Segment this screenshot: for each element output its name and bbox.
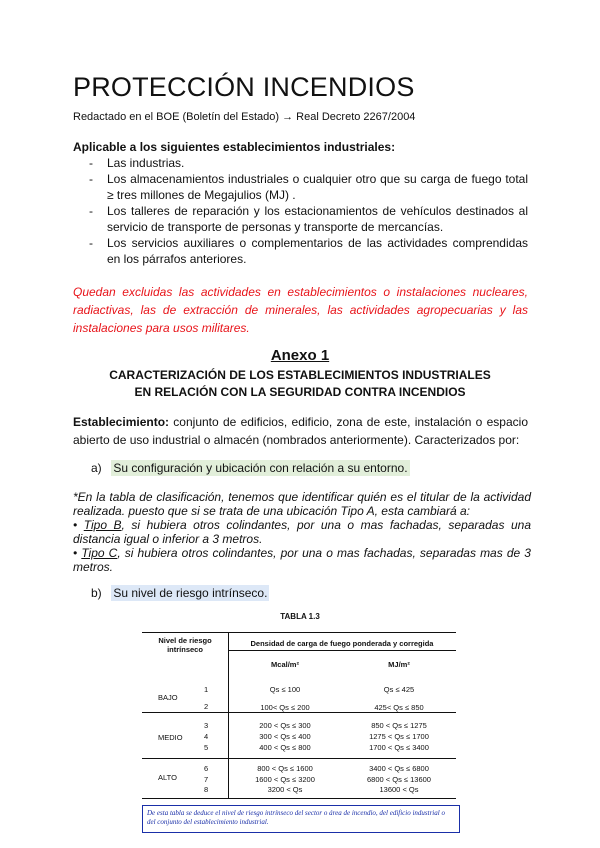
list-item: - Las industrias. — [73, 155, 528, 171]
note-intro: *En la tabla de clasificación, tenemos que identificar quién es el titular de la actividad realizada. puesto que si se trata de una ubicación Tipo A, esta cambiará a: — [73, 490, 531, 518]
row-mcal: 400 < Qs ≤ 800 — [259, 743, 311, 752]
row-mj: 1700 < Qs ≤ 3400 — [369, 743, 429, 752]
establishment-definition — [73, 413, 528, 449]
page-title: PROTECCIÓN INCENDIOS — [73, 72, 415, 102]
row-mj: 3400 < Qs ≤ 6800 — [369, 764, 429, 773]
level-medio: MEDIO — [158, 733, 183, 742]
table-border-top — [142, 632, 456, 633]
annex-subtitle: CARACTERIZACIÓN DE LOS ESTABLECIMIENTOS INDUSTRIALES EN RELACIÓN CON LA SEGURIDAD CONTRA INCENDIOS — [109, 368, 491, 399]
row-number: 8 — [204, 785, 209, 794]
table-header-divider — [228, 650, 456, 651]
row-number: 6 — [204, 764, 209, 773]
row-mcal: 800 < Qs ≤ 1600 — [257, 764, 313, 773]
item-a-text: Su configuración y ubicación con relación a su entorno. — [113, 461, 408, 475]
annex-title: Anexo 1 — [270, 347, 330, 364]
item-b — [91, 586, 269, 600]
header-risk-level-2: intrínseco — [167, 645, 203, 654]
table-col-divider — [228, 632, 229, 798]
table-caption: TABLA 1.3 — [280, 612, 320, 621]
row-number: 7 — [204, 775, 209, 784]
item-b-marker: b) — [91, 586, 102, 600]
note-tipo-b-text: , si hubiera otros colindantes, por una o mas fachadas, separadas una distancia igual o inferior a 3 metros. — [73, 518, 531, 546]
note-bullet: • — [73, 546, 82, 560]
row-mj: 1275 < Qs ≤ 1700 — [369, 732, 429, 741]
row-mcal: 200 < Qs ≤ 300 — [259, 721, 311, 730]
header-mj: MJ/m² — [388, 660, 410, 669]
note-bullet: • — [73, 518, 84, 532]
establishment-text: conjunto de edificios, edificio, zona de este, instalación o espacio abierto de uso industrial o almacén (nombrados anteriormente). Caracterizados por: — [73, 415, 528, 447]
note-tipo-c-text: , si hubiera otros colindantes, por una o mas fachadas, separadas mas de 3 metros. — [73, 546, 531, 574]
header-risk-level: Nivel de riesgo — [158, 636, 212, 645]
row-mcal: 3200 < Qs — [267, 785, 303, 794]
row-mj: 6800 < Qs ≤ 13600 — [367, 775, 431, 784]
row-mcal: 300 < Qs ≤ 400 — [259, 732, 311, 741]
risk-level-table — [140, 630, 458, 800]
item-a-marker: a) — [91, 461, 102, 475]
note-tipo-c: Tipo C — [81, 546, 118, 560]
row-number: 3 — [204, 721, 209, 730]
header-mcal: Mcal/m² — [271, 660, 299, 669]
row-number: 4 — [204, 732, 209, 741]
level-alto: ALTO — [158, 773, 177, 782]
row-mj: 13600 < Qs — [379, 785, 419, 794]
applicable-heading: Aplicable a los siguientes establecimientos industriales: — [73, 140, 396, 154]
row-mj: 850 < Qs ≤ 1275 — [371, 721, 427, 730]
row-mj: Qs ≤ 425 — [383, 685, 415, 694]
row-mj: 425< Qs ≤ 850 — [374, 703, 424, 712]
excluded-activities-note: Quedan excluidas las actividades en establecimientos o instalaciones nucleares, radiactivas, las de extracción de minerales, las actividades agropecuarias y las instalaciones para usos militares. — [73, 285, 528, 335]
row-mcal: 100< Qs ≤ 200 — [260, 703, 310, 712]
item-a — [91, 461, 410, 475]
list-item: - Los talleres de reparación y los estacionamientos de vehículos destinados al servicio de transporte de personas y transporte de mercancías. — [73, 203, 528, 235]
applicable-list — [73, 155, 528, 267]
row-number: 2 — [204, 702, 209, 711]
level-bajo: BAJO — [158, 693, 178, 702]
row-mcal: Qs ≤ 100 — [269, 685, 301, 694]
note-tipo-b: Tipo B — [83, 518, 122, 532]
table-row-divider — [142, 712, 456, 713]
list-item: - Los almacenamientos industriales o cualquier otro que su carga de fuego total ≥ tres millones de Megajulios (MJ) . — [73, 171, 528, 203]
row-number: 1 — [204, 685, 209, 694]
item-b-text: Su nivel de riesgo intrínseco. — [113, 586, 268, 600]
table-row-divider — [142, 758, 456, 759]
classification-note — [73, 490, 531, 574]
page-subtitle: Redactado en el BOE (Boletín del Estado) → Real Decreto 2267/2004 — [73, 111, 416, 123]
row-number: 5 — [204, 743, 209, 752]
list-item: - Los servicios auxiliares o complementarios de las actividades comprendidas en los párrafos anteriores. — [73, 235, 528, 267]
table-footnote: De esta tabla se deduce el nivel de riesgo intrínseco del sector o área de incendio, del edificio industrial o del conjunto del establecimiento industrial. — [142, 805, 460, 833]
row-mcal: 1600 < Qs ≤ 3200 — [255, 775, 315, 784]
establishment-term: Establecimiento: — [73, 415, 170, 429]
table-border-bottom — [142, 798, 456, 799]
header-fire-load-density: Densidad de carga de fuego ponderada y corregida — [250, 639, 434, 648]
